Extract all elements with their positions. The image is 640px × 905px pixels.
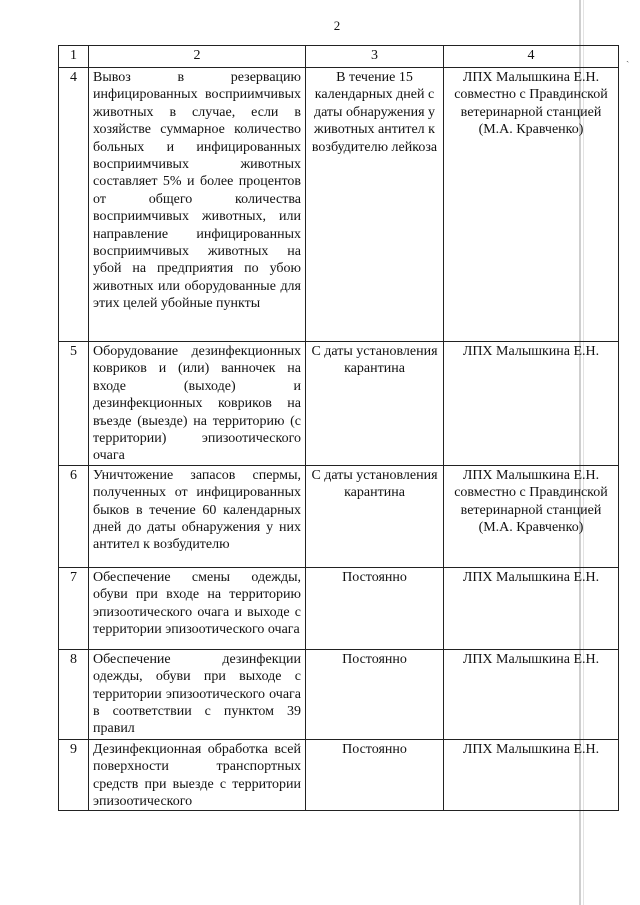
row-responsible: ЛПХ Малышкина Е.Н. xyxy=(444,342,619,466)
table-row xyxy=(59,68,619,342)
scan-mark: ˎ xyxy=(626,52,630,63)
table-row xyxy=(59,567,619,649)
row-action: Дезинфекционная обработка всей поверхности транспортных средств при выезде с территории эпизоотического xyxy=(89,739,306,811)
row-responsible: ЛПХ Малышкина Е.Н. совместно с Правдинской ветеринарной станцией (М.А. Кравченко) xyxy=(444,68,619,342)
row-number: 7 xyxy=(59,567,89,649)
row-responsible: ЛПХ Малышкина Е.Н. xyxy=(444,567,619,649)
row-responsible: ЛПХ Малышкина Е.Н. xyxy=(444,739,619,811)
row-action: Уничтожение запасов спермы, полученных от инфицированных быков в течение 60 календарных дней до даты обнаружения у них антител к возбудителю xyxy=(89,465,306,567)
row-number: 4 xyxy=(59,68,89,342)
row-responsible: ЛПХ Малышкина Е.Н. совместно с Правдинской ветеринарной станцией (М.А. Кравченко) xyxy=(444,465,619,567)
row-term: Постоянно xyxy=(306,567,444,649)
header-col-2: 2 xyxy=(89,46,306,68)
row-action: Оборудование дезинфекционных ковриков и (или) ванночек на входе (выходе) и дезинфекционных ковриков на въезде (выезде) на территорию (с территории) эпизоотического очага xyxy=(89,342,306,466)
page-number: 2 xyxy=(333,18,341,33)
measures-table xyxy=(58,45,619,811)
row-responsible: ЛПХ Малышкина Е.Н. xyxy=(444,649,619,739)
row-term: Постоянно xyxy=(306,649,444,739)
row-number: 9 xyxy=(59,739,89,811)
row-term: С даты установления карантина xyxy=(306,342,444,466)
table-row xyxy=(59,649,619,739)
row-number: 5 xyxy=(59,342,89,466)
table-row xyxy=(59,465,619,567)
row-term: Постоянно xyxy=(306,739,444,811)
header-col-4: 4 xyxy=(444,46,619,68)
table-header-row xyxy=(59,46,619,68)
row-term: В течение 15 календарных дней с даты обнаружения у животных антител к возбудителю лейкоза xyxy=(306,68,444,342)
header-col-1: 1 xyxy=(59,46,89,68)
row-number: 8 xyxy=(59,649,89,739)
row-action: Обеспечение дезинфекции одежды, обуви при выходе с территории эпизоотического очага в соответствии с пунктом 39 правил xyxy=(89,649,306,739)
header-col-3: 3 xyxy=(306,46,444,68)
row-term: С даты установления карантина xyxy=(306,465,444,567)
row-number: 6 xyxy=(59,465,89,567)
row-action: Вывоз в резервацию инфицированных восприимчивых животных в случае, если в хозяйстве суммарное количество больных и инфицированных восприимчивых животных составляет 5% и более процентов от общего количества восприимчивых животных, или направление инфицированных восприимчивых животных на убой на предприятия по убою животных или оборудованные для этих целей убойные пункты xyxy=(89,68,306,342)
table-row xyxy=(59,342,619,466)
table-row xyxy=(59,739,619,811)
row-action: Обеспечение смены одежды, обуви при входе на территорию эпизоотического очага и выходе с территории эпизоотического очага xyxy=(89,567,306,649)
